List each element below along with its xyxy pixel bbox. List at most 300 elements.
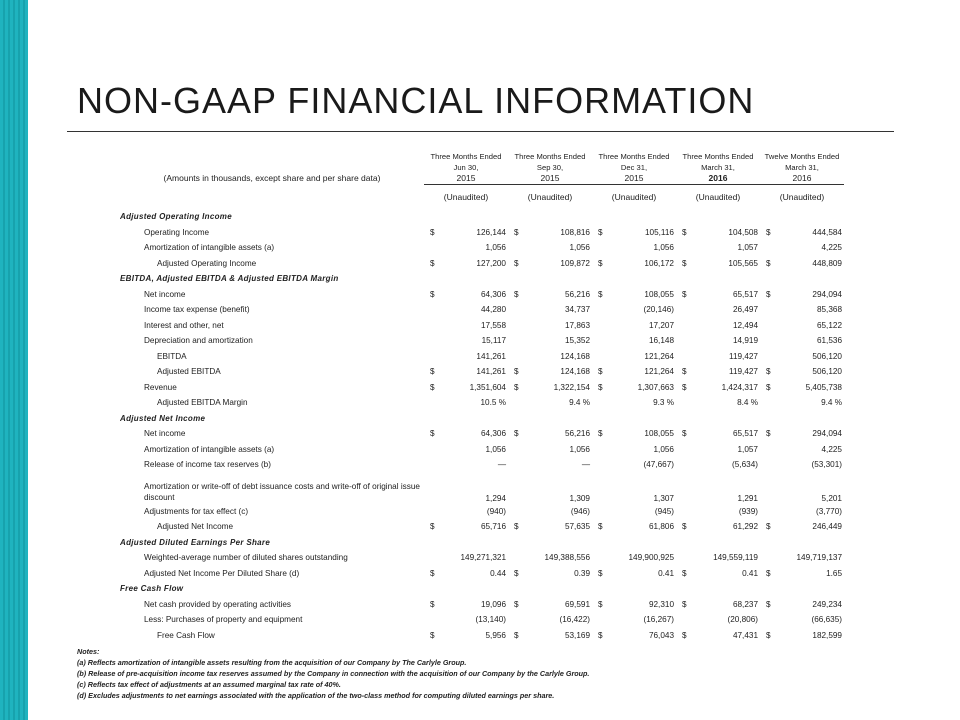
currency-symbol: $ — [598, 227, 603, 237]
row-label: Release of income tax reserves (b) — [144, 460, 271, 470]
table-row — [120, 395, 844, 411]
cell-value: 105,565 — [728, 258, 758, 268]
currency-symbol: $ — [598, 258, 603, 268]
column-status-1: (Unaudited) — [443, 192, 489, 202]
column-year-3: 2015 — [592, 172, 676, 185]
header-row-year — [120, 172, 844, 185]
currency-symbol — [676, 395, 695, 411]
currency-symbol — [508, 612, 527, 628]
currency-symbol: $ — [682, 382, 687, 392]
currency-symbol: $ — [430, 258, 435, 268]
cell-value: 5,405,738 — [805, 382, 842, 392]
row-label: EBITDA — [157, 351, 187, 361]
footnote: (c) Reflects tax effect of adjustments at an assumed marginal tax rate of 40%. — [77, 680, 341, 689]
currency-symbol — [508, 318, 527, 334]
cell-value: 1,351,604 — [469, 382, 506, 392]
cell-value: (946) — [570, 506, 590, 516]
cell-value: 1,057 — [737, 243, 758, 253]
cell-value: 108,816 — [560, 227, 590, 237]
cell-value: (66,635) — [811, 615, 842, 625]
cell-value: 19,096 — [480, 599, 506, 609]
cell-value: 149,900,925 — [628, 553, 674, 563]
cell-value: (939) — [738, 506, 758, 516]
cell-value: 0.41 — [742, 568, 758, 578]
cell-value: 53,169 — [564, 630, 590, 640]
cell-value: 121,264 — [644, 351, 674, 361]
currency-symbol: $ — [766, 568, 771, 578]
column-year-4: 2016 — [676, 172, 760, 185]
currency-symbol — [676, 302, 695, 318]
currency-symbol: $ — [430, 382, 435, 392]
table-row — [120, 287, 844, 303]
cell-value: 1,056 — [485, 243, 506, 253]
currency-symbol — [592, 457, 611, 473]
currency-symbol: $ — [766, 429, 771, 439]
currency-symbol — [424, 318, 443, 334]
currency-symbol: $ — [682, 630, 687, 640]
cell-value: 65,517 — [732, 289, 758, 299]
cell-value: 17,207 — [648, 320, 674, 330]
currency-symbol: $ — [766, 382, 771, 392]
currency-symbol — [760, 504, 779, 520]
cell-value: (16,422) — [559, 615, 590, 625]
amounts-label: (Amounts in thousands, except share and per share data) — [163, 173, 381, 184]
section-row — [120, 209, 844, 225]
cell-value: 109,872 — [560, 258, 590, 268]
currency-symbol — [760, 612, 779, 628]
page-title: NON-GAAP FINANCIAL INFORMATION — [77, 80, 755, 121]
column-status-3: (Unaudited) — [611, 192, 657, 202]
cell-value: (20,806) — [727, 615, 758, 625]
header-row-status — [120, 185, 844, 210]
row-label: Net income — [144, 289, 186, 299]
cell-value: 1,056 — [653, 444, 674, 454]
cell-value: 56,216 — [564, 429, 590, 439]
cell-value: 106,172 — [644, 258, 674, 268]
currency-symbol — [760, 349, 779, 365]
section-heading: Adjusted Operating Income — [120, 212, 232, 222]
column-date-4: March 31, — [701, 163, 735, 172]
cell-value: 47,431 — [732, 630, 758, 640]
currency-symbol: $ — [430, 568, 435, 578]
cell-value: 149,388,556 — [544, 553, 590, 563]
currency-symbol: $ — [682, 429, 687, 439]
cell-value: 9.4 % — [821, 398, 842, 408]
cell-value: 149,719,137 — [796, 553, 842, 563]
cell-value: 1,307 — [653, 493, 674, 503]
cell-value: 0.41 — [658, 568, 674, 578]
currency-symbol — [592, 240, 611, 256]
cell-value: 182,599 — [812, 630, 842, 640]
cell-value: (945) — [654, 506, 674, 516]
cell-value: 246,449 — [812, 522, 842, 532]
cell-value: 92,310 — [648, 599, 674, 609]
currency-symbol: $ — [430, 630, 435, 640]
footnote: (d) Excludes adjustments to net earnings associated with the application of the two-class method for computing diluted earnings per share. — [77, 691, 555, 700]
row-label: Operating Income — [144, 227, 210, 237]
currency-symbol: $ — [514, 258, 519, 268]
currency-symbol — [424, 302, 443, 318]
section-heading: Free Cash Flow — [120, 584, 184, 594]
cell-value: 26,497 — [732, 305, 758, 315]
cell-value: (20,146) — [643, 305, 674, 315]
column-period-1: Three Months Ended — [430, 152, 502, 161]
currency-symbol — [424, 442, 443, 458]
cell-value: 1,424,317 — [721, 382, 758, 392]
table-row — [120, 333, 844, 349]
section-row — [120, 271, 844, 287]
currency-symbol — [424, 550, 443, 566]
table-row — [120, 380, 844, 396]
currency-symbol — [508, 240, 527, 256]
currency-symbol: $ — [514, 522, 519, 532]
currency-symbol — [508, 550, 527, 566]
currency-symbol — [508, 333, 527, 349]
row-label: Revenue — [144, 382, 177, 392]
cell-value: 1,291 — [737, 493, 758, 503]
cell-value: 65,122 — [816, 320, 842, 330]
cell-value: 64,306 — [480, 429, 506, 439]
status-spacer — [120, 185, 424, 210]
currency-symbol — [424, 457, 443, 473]
currency-symbol — [760, 473, 779, 504]
cell-value: 5,201 — [821, 493, 842, 503]
cell-value: (940) — [486, 506, 506, 516]
currency-symbol — [424, 612, 443, 628]
cell-value: (3,770) — [816, 506, 842, 516]
currency-symbol — [760, 442, 779, 458]
cell-value: (53,301) — [811, 460, 842, 470]
table-row — [120, 240, 844, 256]
row-label: Adjusted Operating Income — [157, 258, 257, 268]
currency-symbol — [760, 333, 779, 349]
table-row — [120, 364, 844, 380]
currency-symbol: $ — [766, 599, 771, 609]
currency-symbol — [592, 302, 611, 318]
table-row — [120, 597, 844, 613]
cell-value: 17,863 — [564, 320, 590, 330]
cell-value: (5,634) — [732, 460, 758, 470]
currency-symbol — [424, 473, 443, 504]
currency-symbol: $ — [514, 289, 519, 299]
cell-value: 85,368 — [816, 305, 842, 315]
cell-value: 1,056 — [569, 243, 590, 253]
currency-symbol: $ — [682, 289, 687, 299]
cell-value: 65,517 — [732, 429, 758, 439]
currency-symbol — [676, 442, 695, 458]
cell-value: 506,120 — [812, 351, 842, 361]
currency-symbol: $ — [682, 367, 687, 377]
currency-symbol: $ — [598, 382, 603, 392]
table-row — [120, 612, 844, 628]
cell-value: 294,094 — [812, 289, 842, 299]
table-row — [120, 318, 844, 334]
cell-value: 5,956 — [485, 630, 506, 640]
section-row — [120, 411, 844, 427]
cell-value: 65,716 — [480, 522, 506, 532]
row-label: Net income — [144, 429, 186, 439]
cell-value: 44,280 — [480, 305, 506, 315]
cell-value: 17,558 — [480, 320, 506, 330]
currency-symbol: $ — [682, 258, 687, 268]
cell-value: 124,168 — [560, 351, 590, 361]
currency-symbol: $ — [598, 522, 603, 532]
row-label: Amortization or write-off of debt issuance costs and write-off of original issue discount — [144, 481, 420, 502]
currency-symbol: $ — [430, 522, 435, 532]
row-label: Weighted-average number of diluted shares outstanding — [144, 553, 348, 563]
currency-symbol: $ — [682, 522, 687, 532]
table-row — [120, 550, 844, 566]
column-period-3: Three Months Ended — [598, 152, 670, 161]
header-row-period — [120, 150, 844, 161]
cell-value: (47,667) — [643, 460, 674, 470]
cell-value: 1,294 — [485, 493, 506, 503]
header-row-date — [120, 161, 844, 172]
cell-value: 108,055 — [644, 289, 674, 299]
cell-value: 249,234 — [812, 599, 842, 609]
cell-value: 14,919 — [732, 336, 758, 346]
table-row — [120, 225, 844, 241]
currency-symbol: $ — [682, 568, 687, 578]
currency-symbol — [508, 442, 527, 458]
currency-symbol — [676, 504, 695, 520]
currency-symbol: $ — [766, 258, 771, 268]
cell-value: 15,352 — [564, 336, 590, 346]
cell-value: 57,635 — [564, 522, 590, 532]
header-spacer — [120, 161, 424, 172]
cell-value: 1,322,154 — [553, 382, 590, 392]
section-heading: Adjusted Net Income — [120, 413, 206, 423]
header-spacer — [120, 150, 424, 161]
currency-symbol: $ — [514, 599, 519, 609]
currency-symbol — [508, 457, 527, 473]
cell-value: (13,140) — [475, 615, 506, 625]
section-heading: EBITDA, Adjusted EBITDA & Adjusted EBITDA Margin — [120, 274, 339, 284]
currency-symbol — [592, 395, 611, 411]
cell-value: 61,536 — [816, 336, 842, 346]
cell-value: 68,237 — [732, 599, 758, 609]
column-year-1: 2015 — [424, 172, 508, 185]
cell-value: 506,120 — [812, 367, 842, 377]
cell-value: (16,267) — [643, 615, 674, 625]
currency-symbol: $ — [766, 522, 771, 532]
row-label: Less: Purchases of property and equipment — [144, 615, 303, 625]
currency-symbol — [424, 333, 443, 349]
currency-symbol — [676, 333, 695, 349]
currency-symbol — [424, 504, 443, 520]
row-label: Net cash provided by operating activities — [144, 599, 291, 609]
column-year-5: 2016 — [760, 172, 844, 185]
table-row — [120, 628, 844, 644]
currency-symbol — [424, 240, 443, 256]
cell-value: 149,271,321 — [460, 553, 506, 563]
financial-table — [120, 150, 844, 643]
cell-value: 9.4 % — [569, 398, 590, 408]
currency-symbol: $ — [430, 289, 435, 299]
currency-symbol: $ — [514, 367, 519, 377]
currency-symbol — [508, 395, 527, 411]
column-year-2: 2015 — [508, 172, 592, 185]
currency-symbol: $ — [514, 630, 519, 640]
row-label: Adjusted EBITDA Margin — [157, 398, 248, 408]
cell-value: 4,225 — [821, 444, 842, 454]
currency-symbol — [592, 504, 611, 520]
cell-value: 0.39 — [574, 568, 590, 578]
currency-symbol: $ — [766, 367, 771, 377]
row-label: Amortization of intangible assets (a) — [144, 243, 275, 253]
table-row — [120, 473, 844, 504]
currency-symbol — [676, 318, 695, 334]
cell-value: 124,168 — [560, 367, 590, 377]
column-status-4: (Unaudited) — [695, 192, 741, 202]
currency-symbol — [760, 240, 779, 256]
table-row — [120, 349, 844, 365]
row-label: Amortization of intangible assets (a) — [144, 444, 275, 454]
row-label: Adjusted Net Income Per Diluted Share (d) — [144, 568, 300, 578]
cell-value: 12,494 — [732, 320, 758, 330]
currency-symbol: $ — [598, 289, 603, 299]
currency-symbol — [508, 349, 527, 365]
currency-symbol — [760, 302, 779, 318]
row-label: Income tax expense (benefit) — [144, 305, 250, 315]
column-period-5: Twelve Months Ended — [764, 152, 840, 161]
currency-symbol — [760, 318, 779, 334]
currency-symbol — [676, 612, 695, 628]
currency-symbol — [592, 333, 611, 349]
cell-value: 126,144 — [476, 227, 506, 237]
table-row — [120, 504, 844, 520]
table-row — [120, 442, 844, 458]
currency-symbol — [508, 302, 527, 318]
cell-value: 141,261 — [476, 351, 506, 361]
currency-symbol — [592, 442, 611, 458]
row-label: Interest and other, net — [144, 320, 224, 330]
row-label: Adjusted EBITDA — [157, 367, 221, 377]
currency-symbol — [592, 612, 611, 628]
table-row — [120, 426, 844, 442]
cell-value: 448,809 — [812, 258, 842, 268]
currency-symbol: $ — [430, 367, 435, 377]
cell-value: 16,148 — [648, 336, 674, 346]
cell-value: 61,806 — [648, 522, 674, 532]
cell-value: 1,056 — [485, 444, 506, 454]
currency-symbol: $ — [514, 429, 519, 439]
currency-symbol — [676, 473, 695, 504]
cell-value: 1,307,663 — [637, 382, 674, 392]
currency-symbol — [424, 395, 443, 411]
row-label: Adjusted Net Income — [157, 522, 234, 532]
table-row — [120, 302, 844, 318]
cell-value: 1.65 — [826, 568, 842, 578]
cell-value: 15,117 — [481, 336, 506, 346]
currency-symbol: $ — [598, 429, 603, 439]
cell-value: 108,055 — [644, 429, 674, 439]
cell-value: 34,737 — [564, 305, 590, 315]
section-heading: Adjusted Diluted Earnings Per Share — [120, 537, 271, 547]
cell-value: — — [497, 460, 506, 470]
cell-value: 8.4 % — [737, 398, 758, 408]
table-row — [120, 256, 844, 272]
currency-symbol — [508, 504, 527, 520]
cell-value: 1,057 — [737, 444, 758, 454]
cell-value: 121,264 — [644, 367, 674, 377]
cell-value: 56,216 — [564, 289, 590, 299]
currency-symbol: $ — [430, 227, 435, 237]
currency-symbol — [592, 473, 611, 504]
currency-symbol: $ — [766, 227, 771, 237]
cell-value: 105,116 — [645, 227, 674, 237]
section-row — [120, 535, 844, 551]
currency-symbol: $ — [766, 289, 771, 299]
column-date-2: Sep 30, — [536, 163, 564, 172]
cell-value: 1,056 — [653, 243, 674, 253]
currency-symbol: $ — [682, 227, 687, 237]
column-date-5: March 31, — [785, 163, 819, 172]
column-date-3: Dec 31, — [620, 163, 648, 172]
currency-symbol — [760, 457, 779, 473]
cell-value: 76,043 — [648, 630, 674, 640]
cell-value: 69,591 — [564, 599, 590, 609]
cell-value: 119,427 — [729, 351, 758, 361]
cell-value: 1,056 — [569, 444, 590, 454]
currency-symbol: $ — [514, 568, 519, 578]
row-label: Depreciation and amortization — [144, 336, 253, 346]
title-divider — [67, 131, 894, 132]
currency-symbol: $ — [514, 227, 519, 237]
currency-symbol — [760, 550, 779, 566]
column-period-4: Three Months Ended — [682, 152, 754, 161]
currency-symbol — [676, 457, 695, 473]
left-accent-bar — [0, 0, 28, 720]
notes-heading: Notes: — [77, 647, 100, 656]
row-label: Free Cash Flow — [157, 630, 215, 640]
currency-symbol — [424, 349, 443, 365]
currency-symbol — [676, 550, 695, 566]
currency-symbol: $ — [514, 382, 519, 392]
currency-symbol: $ — [682, 599, 687, 609]
cell-value: 10.5 % — [480, 398, 506, 408]
cell-value: 141,261 — [476, 367, 506, 377]
table-row — [120, 566, 844, 582]
cell-value: 127,200 — [476, 258, 506, 268]
currency-symbol: $ — [430, 599, 435, 609]
cell-value: 9.3 % — [653, 398, 674, 408]
cell-value: 61,292 — [732, 522, 758, 532]
footnote: (a) Reflects amortization of intangible assets resulting from the acquisition of our Company by The Carlyle Group. — [77, 658, 467, 667]
currency-symbol — [508, 473, 527, 504]
cell-value: 0.44 — [490, 568, 506, 578]
cell-value: 119,427 — [729, 367, 758, 377]
currency-symbol: $ — [598, 630, 603, 640]
column-date-1: Jun 30, — [453, 163, 479, 172]
footnotes — [77, 646, 589, 701]
cell-value: 64,306 — [480, 289, 506, 299]
currency-symbol: $ — [598, 568, 603, 578]
table-row — [120, 457, 844, 473]
currency-symbol: $ — [598, 367, 603, 377]
currency-symbol — [676, 349, 695, 365]
cell-value: 444,584 — [812, 227, 842, 237]
footnote: (b) Release of pre-acquisition income tax reserves assumed by the Company in connection with the acquisition of our Company by the Carlyle Group. — [77, 669, 590, 678]
currency-symbol: $ — [430, 429, 435, 439]
cell-value: 4,225 — [821, 243, 842, 253]
cell-value: 104,508 — [728, 227, 758, 237]
cell-value: 1,309 — [569, 493, 590, 503]
column-period-2: Three Months Ended — [514, 152, 586, 161]
cell-value: — — [581, 460, 590, 470]
currency-symbol: $ — [598, 599, 603, 609]
table-row — [120, 519, 844, 535]
